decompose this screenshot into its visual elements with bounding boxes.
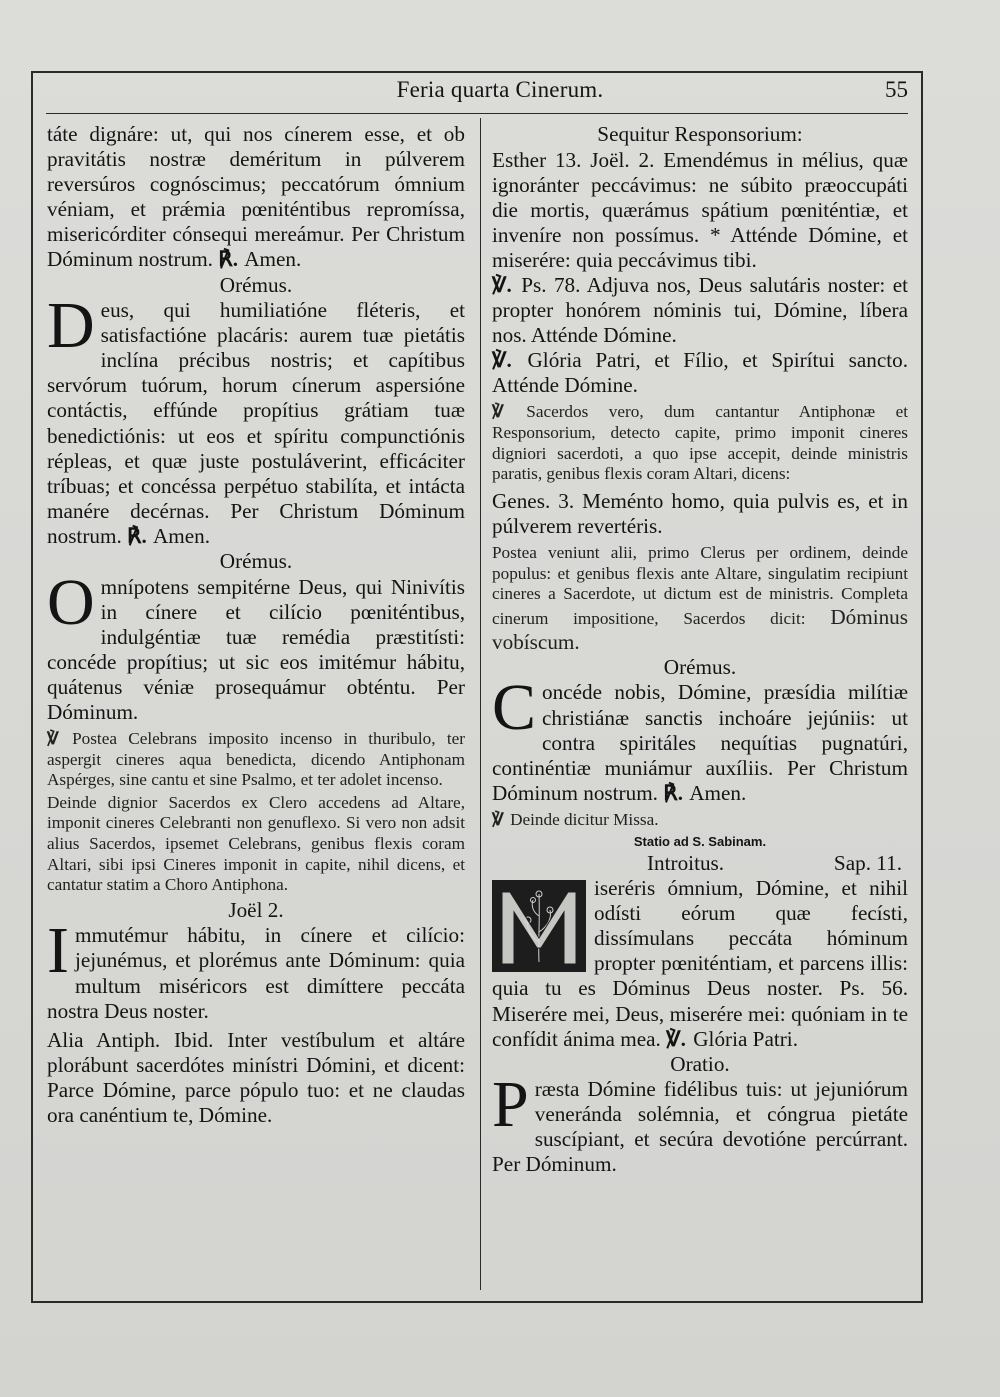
amen: Amen. bbox=[689, 780, 747, 805]
dominus-vobiscum: Dóminus vobíscum. bbox=[492, 604, 909, 654]
versicle-symbol: ℣. bbox=[492, 348, 512, 373]
rubric-incense bbox=[47, 729, 465, 791]
versicle-symbol: ℣. bbox=[666, 1026, 686, 1051]
rubric-sacerdos-text: Sacerdos vero, dum cantantur Antiphonæ et Responsorium, detecto capite, primo imponit cineres digniori sacerdoti, a quo ipse accepit, deinde ministris paratis, genibus flexis coram Altari, dicens: bbox=[492, 402, 908, 484]
header-rule bbox=[46, 113, 908, 114]
ornate-initial-m-icon bbox=[492, 880, 586, 972]
versicle-adjuva-text: Ps. 78. Adjuva nos, Deus salutáris noster: et propter honórem nóminis tui, Dómine, líbera nos. Atténde Dómine. bbox=[492, 272, 908, 348]
right-column bbox=[492, 122, 908, 1178]
introitus-line bbox=[492, 851, 908, 877]
versicle-gloria bbox=[492, 348, 908, 398]
column-divider bbox=[480, 118, 481, 1290]
drop-cap-d: D bbox=[47, 289, 95, 363]
oratio-praesta-text: ræsta Dómine fidélibus tuis: ut jejuniórum veneránda solémnia, et cóngrua pietáte suscípiant, et secúra devotióne percúrrant. Per Dóminum. bbox=[492, 1077, 908, 1177]
amen: Amen. bbox=[152, 523, 211, 548]
antiphon-immutemur bbox=[47, 914, 465, 1023]
oratio-heading: Oratio. bbox=[670, 1051, 730, 1076]
response-symbol: ℟. bbox=[127, 523, 147, 548]
introitus-heading: Introitus. bbox=[647, 850, 725, 875]
collect-ending bbox=[47, 122, 465, 273]
introit-gloria: Glória Patri. bbox=[693, 1026, 798, 1051]
rubric-sacerdos bbox=[492, 402, 908, 484]
sapientia-reference: Sap. 11. bbox=[833, 850, 902, 875]
drop-cap-c: C bbox=[492, 671, 537, 745]
memento-homo: Genes. 3. Meménto homo, quia pulvis es, et in púlverem revertéris. bbox=[492, 488, 908, 538]
rubric-missa bbox=[492, 810, 908, 831]
rubric-postea-text: Postea veniunt alii, primo Clerus per ordinem, deinde populus: et genibus flexis ante Altare, singulatim recipiunt cineres a Sacerdote, ut dictum est de ministris. Completa cinerum impositione, Sacerdos dicit: bbox=[492, 543, 908, 628]
oremus-heading: Orémus. bbox=[219, 549, 293, 573]
collect-omnipotens-text: mnípotens sempitérne Deus, qui Ninivítis in cínere et cilício pœniténtibus, indulgéntiæ tuæ remédia præstitísti: concéde propítius; ut sic eos imitémur hábitu, quátenus véniæ prosequámur obténtu. Per Dóminum. bbox=[47, 574, 465, 724]
page-number: 55 bbox=[885, 77, 908, 102]
introit-misereris bbox=[492, 876, 908, 1052]
rubric-imposition: Deinde dignior Sacerdos ex Clero accedens ad Altare, imponit cineres Celebranti non genuflexo. Si vero non adsit alius Sacerdos, ipsemet Celebrans, genibus flexis coram Altari, sibi ipsi Cineres imponit in capite, nihil dicens, et cantatur statim a Choro Antiphona. bbox=[47, 792, 465, 895]
versicle-symbol: ℣. bbox=[492, 272, 512, 297]
drop-cap-i: I bbox=[47, 914, 69, 988]
running-header: Feria quarta Cinerum. bbox=[396, 77, 604, 102]
versicle-gloria-text: Glória Patri, et Fílio, et Spirítui sancto. Atténde Dómine. bbox=[492, 348, 909, 398]
rubric-incense-text: Postea Celebrans imposito incenso in thuribulo, ter aspergit cineres aqua benedicta, dicendo Antiphonam Aspérges, sine cantu et sine Psalmo, et ter adolet incenso. bbox=[47, 729, 466, 790]
oremus-heading: Orémus. bbox=[219, 272, 293, 297]
drop-cap-o: O bbox=[47, 565, 95, 639]
rubric-missa-text: Deinde dicitur Missa. bbox=[510, 809, 659, 829]
oratio-praesta bbox=[492, 1068, 908, 1177]
collect-omnipotens bbox=[47, 565, 465, 726]
alia-antiphona: Alia Antiph. Ibid. Inter vestíbulum et altáre plorábunt sacerdótes minístri Dómini, et dicent: Parce Dómine, parce pópulo tuo: et ne claudas ora canéntium te, Dómine. bbox=[47, 1027, 465, 1127]
response-symbol: ℟. bbox=[663, 780, 684, 805]
versicle-adjuva bbox=[492, 273, 908, 348]
antiphon-immutemur-text: mmutémur hábitu, in cínere et cilício: jejunémus, et plorémus ante Dóminum: quia multum miséricors est dimíttere peccáta nostra Deus noster. bbox=[47, 923, 465, 1023]
sequitur-heading: Sequitur Responsorium: bbox=[597, 122, 803, 146]
response-symbol: ℟. bbox=[218, 247, 239, 272]
rubric-symbol: ℣ bbox=[492, 809, 504, 829]
oremus-heading: Orémus. bbox=[663, 654, 737, 679]
rubric-postea bbox=[492, 543, 908, 655]
rubric-symbol: ℣ bbox=[47, 729, 59, 749]
collect-concede-text: oncéde nobis, Dómine, præsídia milítiæ christiánæ sanctis inchoáre jejúniis: ut contra spiritáles nequítias pugnatúri, continéntiæ muniámur auxíliis. Per Christum Dóminum nostrum. bbox=[492, 680, 908, 805]
amen: Amen. bbox=[244, 247, 302, 272]
joel-heading: Joël 2. bbox=[228, 897, 284, 922]
collect-deus-text: eus, qui humiliatióne fléteris, et satisfactióne placáris: aurem tuæ pietátis inclína précibus nostris; et capítibus servórum tuórum, horum cínerum aspersióne contáctis, effúnde propítius grátiam tuæ benedictiónis: ut eos et spíritu compunctiónis répleas, et quæ juste postuláverint, efficáciter tríbuas; et concéssa perpétuo stabilíta, et intácta manére decérnas. Per Christum Dóminum nostrum. bbox=[47, 298, 465, 548]
drop-cap-p: P bbox=[492, 1068, 529, 1142]
introit-misereris-text: iseréris ómnium, Dómine, et nihil odísti eórum quæ fecísti, dissímulans peccáta hóminum propter pœniténtiam, et parcens illis: quia tu es Dóminus Deus noster. Ps. 56. Miserére mei, Deus, miserére mei: quóniam in te confídit ánima mea. bbox=[492, 876, 908, 1051]
collect-deus bbox=[47, 289, 465, 549]
responsory-emendemus: Esther 13. Joël. 2. Emendémus in mélius, quæ ignoránter peccávimus: ne súbito præoccupáti die mortis, quærámus spátium pœniténtiæ, et inveníre non possímus. * Atténde Dómine, et miserére: quia peccávimus tibi. bbox=[492, 147, 908, 272]
left-column bbox=[47, 122, 465, 1128]
statio-heading: Statio ad S. Sabinam. bbox=[633, 833, 767, 849]
collect-ending-text: táte dignáre: ut, qui nos cínerem esse, et ob pravitátis nostræ deméritum in púlverem reversúros cognóscimus; peccatórum ómnium véniam, et prǽmia pœniténtibus repromíssa, misericórditer cónsequi mereámur. Per Christum Dóminum nostrum. bbox=[47, 122, 465, 272]
rubric-symbol: ℣ bbox=[492, 402, 504, 422]
collect-concede bbox=[492, 671, 908, 805]
